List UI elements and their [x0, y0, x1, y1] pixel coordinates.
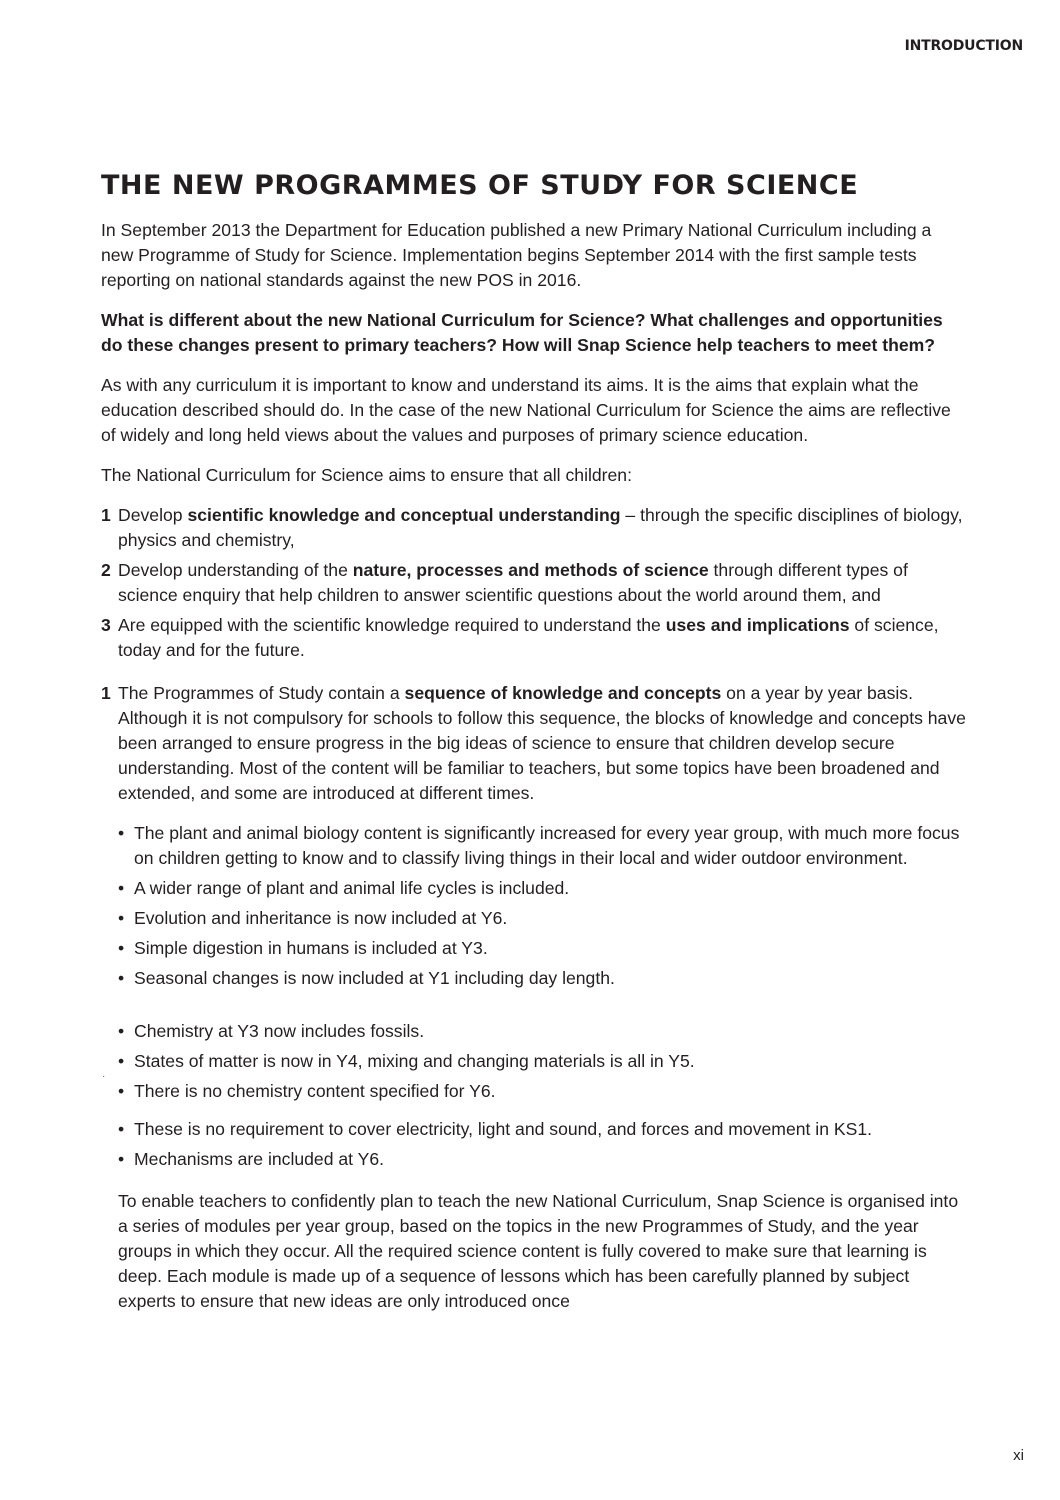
page-content [101, 218, 966, 1314]
list-item: • Evolution and inheritance is now included at Y6. [118, 908, 508, 928]
chemistry-bullets [118, 1019, 966, 1104]
point-one [101, 681, 966, 806]
aim-number: 1 [101, 505, 111, 525]
stray-mark: · [102, 1071, 106, 1082]
list-item: • Seasonal changes is now included at Y1 including day length. [118, 968, 615, 988]
list-item: • Simple digestion in humans is included at Y3. [118, 938, 488, 958]
list-item: • These is no requirement to cover electricity, light and sound, and forces and movement in KS1. [118, 1119, 873, 1139]
aim-text: Develop scientific knowledge and conceptual understanding – through the specific disciplines of biology, physics and chemistry, [118, 505, 963, 550]
key-questions: What is different about the new National Curriculum for Science? What challenges and opportunities do these changes present to primary teachers? How will Snap Science help teachers to meet them? [101, 310, 943, 355]
change-bullets [118, 821, 966, 1172]
page-title: THE NEW PROGRAMMES OF STUDY FOR SCIENCE [101, 170, 859, 201]
aims-lead-in: The National Curriculum for Science aims to ensure that all children: [101, 465, 632, 485]
aim-number: 2 [101, 560, 111, 580]
closing-paragraph: To enable teachers to confidently plan to teach the new National Curriculum, Snap Science is organised into a series of modules per year group, based on the topics in the new Programmes of Study, and the year groups in which they occur. All the required science content is fully covered to make sure that learning is deep. Each module is made up of a sequence of lessons which has been carefully planned by subject experts to ensure that new ideas are only introduced once [118, 1191, 959, 1311]
list-item: • The plant and animal biology content is significantly increased for every year group, with much more focus on children getting to know and to classify living things in their local and wider outdoor environment. [118, 823, 960, 868]
aims-paragraph: As with any curriculum it is important to know and understand its aims. It is the aims that explain what the education described should do. In the case of the new National Curriculum for Science the aims are reflective of widely and long held views about the values and purposes of primary science education. [101, 375, 951, 445]
list-item: • Mechanisms are included at Y6. [118, 1149, 385, 1169]
list-item: • States of matter is now in Y4, mixing and changing materials is all in Y5. [118, 1051, 695, 1071]
aim-text: Are equipped with the scientific knowledge required to understand the uses and implications of science, today and for the future. [118, 615, 939, 660]
page-number: xi [1013, 1447, 1024, 1464]
list-item: • Chemistry at Y3 now includes fossils. [118, 1021, 425, 1041]
biology-bullets [118, 821, 966, 991]
aims-list [101, 503, 966, 663]
point-number: 1 [101, 683, 111, 703]
aim-item [101, 503, 966, 553]
section-header-label: INTRODUCTION [904, 38, 1023, 54]
aim-item [101, 613, 966, 663]
aim-number: 3 [101, 615, 111, 635]
list-item: • There is no chemistry content specified for Y6. [118, 1081, 496, 1101]
aim-text: Develop understanding of the nature, processes and methods of science through different types of science enquiry that help children to answer scientific questions about the world around them, and [118, 560, 908, 605]
intro-paragraph: In September 2013 the Department for Education published a new Primary National Curriculum including a new Programme of Study for Science. Implementation begins September 2014 with the first sample tests reporting on national standards against the new POS in 2016. [101, 220, 932, 290]
point-text: The Programmes of Study contain a sequence of knowledge and concepts on a year by year basis. Although it is not compulsory for schools to follow this sequence, the blocks of knowledge and concepts have been arranged to ensure progress in the big ideas of science to ensure that children develop secure understanding. Most of the content will be familiar to teachers, but some topics have been broadened and extended, and some are introduced at different times. [118, 683, 966, 803]
aim-item [101, 558, 966, 608]
physics-bullets [118, 1117, 966, 1172]
list-item: • A wider range of plant and animal life cycles is included. [118, 878, 570, 898]
